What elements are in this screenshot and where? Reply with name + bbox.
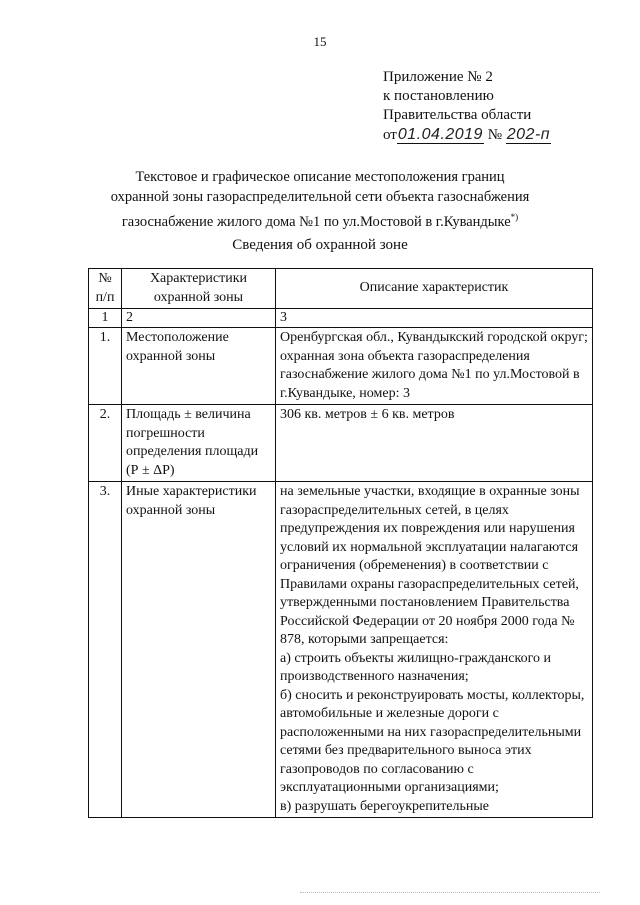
title-line-3 — [0, 207, 640, 232]
column-index-row — [89, 309, 593, 328]
row-number: 1. — [89, 328, 122, 405]
title-line-1: Текстовое и графическое описание местоположения границ — [135, 169, 505, 185]
appendix-line-3: Правительства области — [383, 107, 532, 123]
restriction-item-c: в) разрушать берегоукрепительные — [280, 798, 490, 814]
appendix-block — [383, 68, 551, 145]
appendix-line-2: к постановлению — [383, 88, 494, 104]
column-index-1: 1 — [89, 309, 122, 328]
handwritten-number: 202-п — [506, 126, 551, 143]
date-prefix: от — [383, 127, 397, 143]
row-description: 306 кв. метров ± 6 кв. метров — [276, 405, 593, 482]
number-prefix: № — [487, 127, 502, 143]
scan-artifact-line — [300, 892, 600, 896]
row-number: 2. — [89, 405, 122, 482]
page-number: 15 — [313, 34, 327, 49]
row-number: 3. — [89, 482, 122, 818]
restrictions-intro: на земельные участки, входящие в охранные зоны газораспределительных сетей, в целях предупреждения их повреждения или нарушения условий их нормальной эксплуатации налагаются ограничения (обременения) в соответствии с Правилами охраны газораспределительных сетей, утвержденными постановлением Правительства Российской Федерации от 20 ноября 2000 года № 878, которыми запрещается: — [280, 484, 580, 647]
column-index-2: 2 — [122, 309, 276, 328]
protection-zone-table — [88, 268, 593, 818]
row-characteristic: Иные характеристики охранной зоны — [122, 482, 276, 818]
column-index-3: 3 — [276, 309, 593, 328]
appendix-date-line — [383, 125, 551, 145]
row-description — [276, 482, 593, 818]
appendix-line-1: Приложение № 2 — [383, 69, 493, 85]
header-characteristic: Характеристики охранной зоны — [122, 269, 276, 309]
title-line-3-text: газоснабжение жилого дома №1 по ул.Мостовой в г.Кувандыке — [121, 213, 511, 230]
row-characteristic: Площадь ± величина погрешности определения площади (Р ± ΔР) — [122, 405, 276, 482]
restriction-item-a: а) строить объекты жилищно-гражданского и производственного назначения; — [280, 650, 551, 684]
section-title: Сведения об охранной зоне — [232, 237, 408, 253]
header-description: Описание характеристик — [276, 269, 593, 309]
title-line-2: охранной зоны газораспределительной сети объекта газоснабжения — [110, 189, 530, 205]
restriction-item-b: б) сносить и реконструировать мосты, коллекторы, автомобильные и железные дороги с расположенными на них газораспределительными сетями без предварительного выноса этих газопроводов по согласованию с эксплуатационными организациями; — [280, 687, 585, 795]
table-row — [89, 482, 593, 818]
table-row — [89, 405, 593, 482]
row-characteristic: Местоположение охранной зоны — [122, 328, 276, 405]
document-title — [0, 167, 640, 232]
footnote-mark: *) — [510, 212, 519, 222]
table-header-row — [89, 269, 593, 309]
row-description: Оренбургская обл., Кувандыкский городской округ; охранная зона объекта газораспределения газоснабжение жилого дома №1 по ул.Мостовой в г.Кувандыке, номер: 3 — [276, 328, 593, 405]
handwritten-date: 01.04.2019 — [397, 126, 483, 143]
header-number: № п/п — [89, 269, 122, 309]
table-row — [89, 328, 593, 405]
